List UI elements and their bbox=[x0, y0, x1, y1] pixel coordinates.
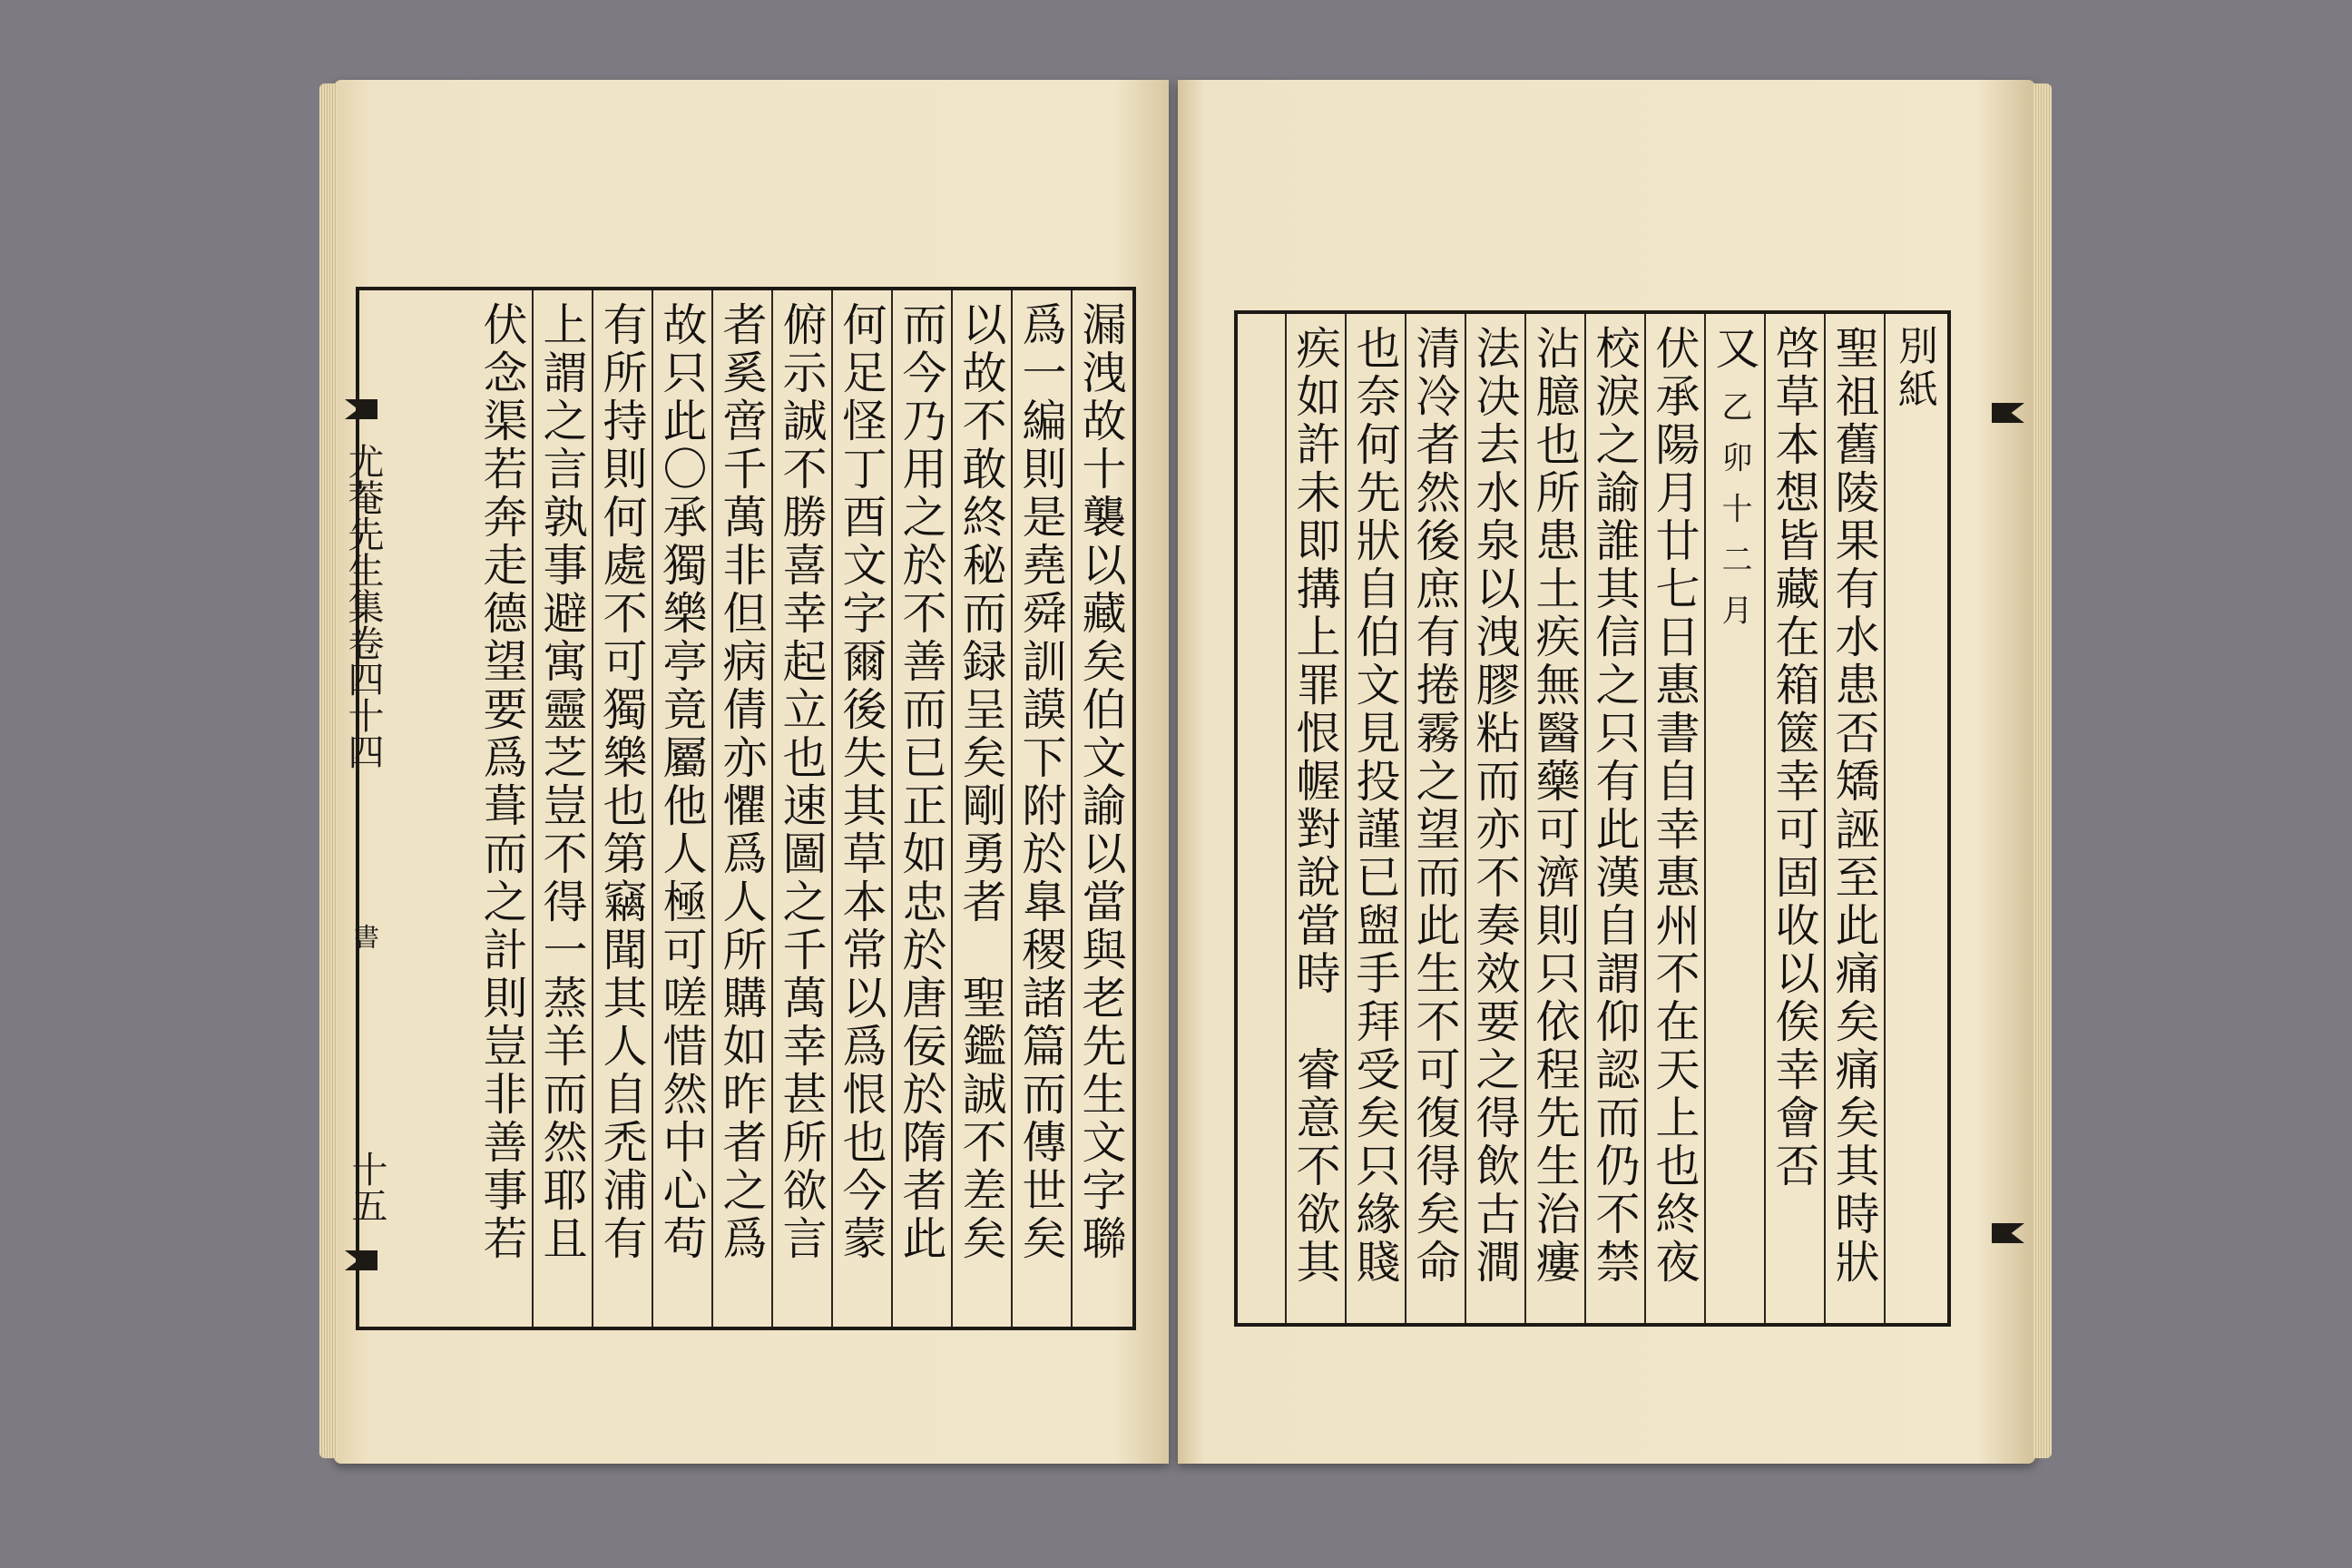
page-number: 十五 bbox=[346, 1151, 387, 1223]
fish-tail-mark-bottom bbox=[1992, 1223, 2024, 1243]
book-title-center: 尤菴先生集卷四十四 bbox=[342, 443, 384, 769]
page-edge-right bbox=[2034, 83, 2052, 1458]
text-column: 以故不敢終秘而録呈矣剛勇者 聖鑑誠不差矣 bbox=[956, 301, 1007, 1263]
section-title: 別紙 bbox=[1891, 325, 1937, 412]
fish-tail-mark-top bbox=[1992, 403, 2024, 423]
left-text-frame bbox=[356, 287, 1136, 1330]
left-page bbox=[334, 80, 1169, 1464]
text-column: 也奈何先狀自伯文見投謹已盥手拜受矣只緣賤 bbox=[1349, 325, 1401, 1287]
text-column: 聖祖舊陵果有水患否矯誣至此痛矣痛矣其時狀 bbox=[1828, 325, 1880, 1287]
text-column: 伏念渠若奔走德望要爲葺而之計則豈非善事若 bbox=[476, 301, 528, 1263]
open-book bbox=[334, 80, 2035, 1473]
right-text-frame bbox=[1234, 310, 1951, 1327]
text-column: 上謂之言孰事避寓靈芝豈不得一蒸羊而然耶且 bbox=[536, 301, 588, 1263]
text-column: 有所持則何處不可獨樂也第竊聞其人自禿浦有 bbox=[596, 301, 648, 1263]
text-column: 俯示誠不勝喜幸起立也速圖之千萬幸甚所欲言 bbox=[776, 301, 828, 1263]
center-mark: 書 bbox=[350, 924, 380, 949]
text-column: 而今乃用之於不善而已正如忠於唐佞於隋者此 bbox=[896, 301, 947, 1263]
fish-tail-mark-top bbox=[345, 399, 377, 419]
text-column: 校淚之諭誰其信之只有此漢自謂仰認而仍不禁 bbox=[1589, 325, 1641, 1287]
text-column: 沾臆也所患土疾無醫藥可濟則只依程先生治瘻 bbox=[1529, 325, 1581, 1287]
text-column: 爲一編則是堯舜訓謨下附於臯稷諸篇而傳世矣 bbox=[1015, 301, 1067, 1263]
text-column: 故只此〇承獨樂亭竟屬他人極可嗟惜然中心苟 bbox=[656, 301, 708, 1263]
section-heading: 又 bbox=[1709, 325, 1760, 373]
right-page bbox=[1178, 80, 2035, 1464]
date-note: 乙卯十二月 bbox=[1716, 390, 1752, 645]
text-column: 何足怪丁酉文字爾後失其草本常以爲恨也今蒙 bbox=[836, 301, 887, 1263]
text-column: 法决去水泉以洩膠粘而亦不奏效要之得飲古澗 bbox=[1469, 325, 1521, 1287]
text-column: 漏洩故十襲以藏矣伯文諭以當與老先生文字聯 bbox=[1075, 301, 1127, 1263]
fish-tail-mark-bottom bbox=[345, 1250, 377, 1270]
text-column: 伏承陽月廿七日惠書自幸惠州不在天上也終夜 bbox=[1649, 325, 1700, 1287]
page-edge-left bbox=[319, 83, 338, 1458]
text-column: 者奚啻千萬非但病倩亦懼爲人所購如昨者之爲 bbox=[716, 301, 768, 1263]
text-column: 啓草本想皆藏在箱篋幸可固收以俟幸會否 bbox=[1769, 325, 1820, 1191]
text-column: 清冷者然後庶有捲霧之望而此生不可復得矣命 bbox=[1409, 325, 1461, 1287]
text-column: 疾如許未即搆上罪恨幄對說當時 睿意不欲其 bbox=[1289, 325, 1341, 1287]
text-column bbox=[1708, 325, 1760, 645]
